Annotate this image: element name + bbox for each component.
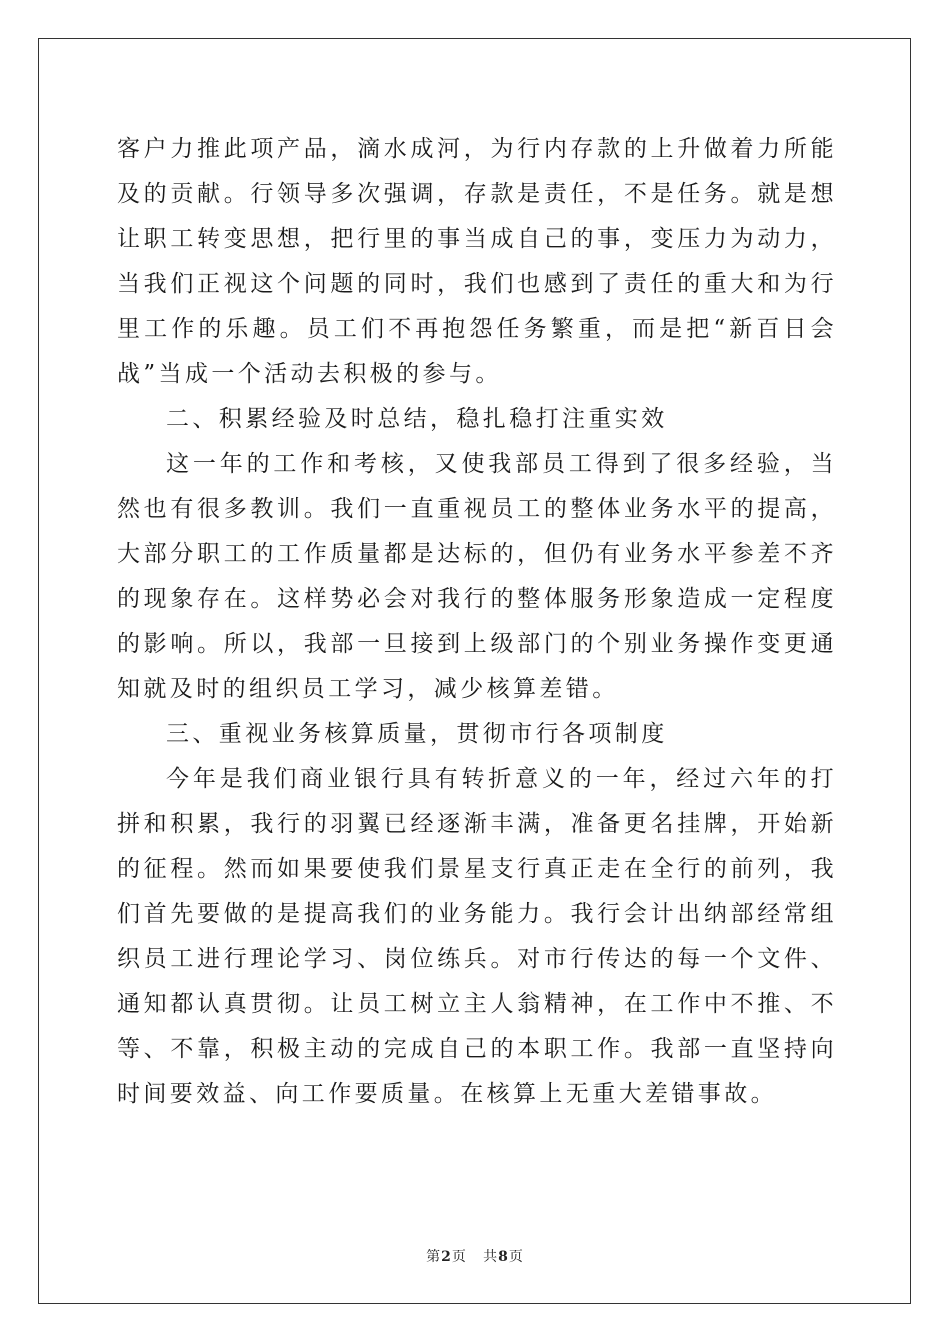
section-heading-2: 二、积累经验及时总结，稳扎稳打注重实效: [166, 406, 668, 432]
page-prefix: 第: [426, 1249, 442, 1265]
total-prefix: 共: [483, 1249, 499, 1265]
page-footer: [0, 1246, 950, 1266]
current-page-number: 2: [441, 1249, 452, 1265]
page-suffix: 页: [451, 1249, 467, 1265]
total-suffix: 页: [508, 1249, 524, 1265]
paragraph-1: 客户力推此项产品，滴水成河，为行内存款的上升做着力所能及的贡献。行领导多次强调，存款是责任，不是任务。就是想让职工转变思想，把行里的事当成自己的事，变压力为动力，当我们正视这个问题的同时，我们也感到了责任的重大和为行里工作的乐趣。员工们不再抱怨任务繁重，而是把“新百日会战”当成一个活动去积极的参与。: [117, 136, 837, 387]
document-body: [117, 127, 837, 1117]
paragraph-2: 这一年的工作和考核，又使我部员工得到了很多经验，当然也有很多教训。我们一直重视员工的整体业务水平的提高，大部分职工的工作质量都是达标的，但仍有业务水平参差不齐的现象存在。这样势必会对我行的整体服务形象造成一定程度的影响。所以，我部一旦接到上级部门的个别业务操作变更通知就及时的组织员工学习，减少核算差错。: [117, 451, 837, 702]
total-page-number: 8: [498, 1249, 509, 1265]
section-heading-3: 三、重视业务核算质量，贯彻市行各项制度: [166, 721, 668, 747]
paragraph-3: 今年是我们商业银行具有转折意义的一年，经过六年的打拼和积累，我行的羽翼已经逐渐丰满，准备更名挂牌，开始新的征程。然而如果要使我们景星支行真正走在全行的前列，我们首先要做的是提高我们的业务能力。我行会计出纳部经常组织员工进行理论学习、岗位练兵。对市行传达的每一个文件、通知都认真贯彻。让员工树立主人翁精神，在工作中不推、不等、不靠，积极主动的完成自己的本职工作。我部一直坚持向时间要效益、向工作要质量。在核算上无重大差错事故。: [117, 766, 837, 1107]
